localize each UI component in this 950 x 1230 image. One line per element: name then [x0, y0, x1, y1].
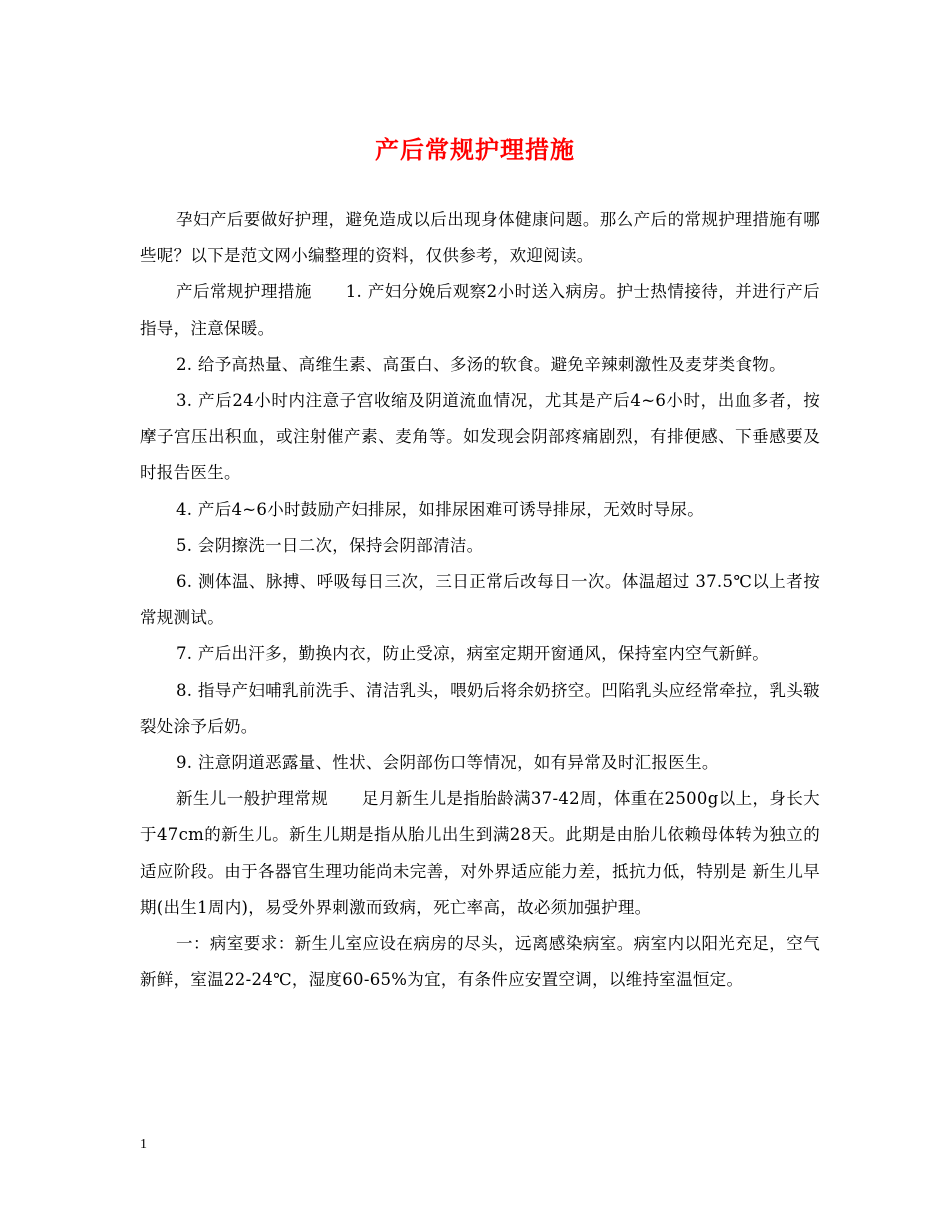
- document-title: 产后常规护理措施: [375, 135, 575, 164]
- page-number: 1: [140, 1137, 147, 1152]
- paragraph-care-item-3: 3. 产后24小时内注意子宫收缩及阴道流血情况，尤其是产后4~6小时，出血多者，按摩子宫压出积血，或注射催产素、麦角等。如发现会阴部疼痛剧烈，有排便感、下垂感要及时报告医生。: [140, 391, 820, 483]
- paragraph-intro: 孕妇产后要做好护理，避免造成以后出现身体健康问题。那么产后的常规护理措施有哪些呢？以下是范文网小编整理的资料，仅供参考，欢迎阅读。: [140, 210, 820, 266]
- paragraph-care-item-2: 2. 给予高热量、高维生素、高蛋白、多汤的软食。避免辛辣刺激性及麦芽类食物。: [176, 354, 786, 374]
- paragraph-care-item-1: 产后常规护理措施 1. 产妇分娩后观察2小时送入病房。护士热情接待，并进行产后指导，注意保暖。: [140, 282, 820, 338]
- paragraph-newborn-care: 新生儿一般护理常规 足月新生儿是指胎龄满37-42周，体重在2500g以上，身长大于47cm的新生儿。新生儿期是指从胎儿出生到满28天。此期是由胎儿依赖母体转为独立的适应阶段。由于各器官生理功能尚未完善，对外界适应能力差，抵抗力低，特别是 新生儿早期(出生1周内)，易受外界刺激而致病，死亡率高，故必须加强护理。: [140, 789, 820, 917]
- document-body: [140, 202, 820, 998]
- paragraph-care-item-4: 4. 产后4~6小时鼓励产妇排尿，如排尿困难可诱导排尿，无效时导尿。: [176, 499, 705, 519]
- paragraph-care-item-5: 5. 会阴擦洗一日二次，保持会阴部清洁。: [176, 535, 484, 555]
- paragraph-care-item-9: 9. 注意阴道恶露量、性状、会阴部伤口等情况，如有异常及时汇报医生。: [176, 753, 719, 773]
- paragraph-ward-requirements: 一：病室要求：新生儿室应设在病房的尽头，远离感染病室。病室内以阳光充足，空气新鲜，室温22-24℃，湿度60-65%为宜，有条件应安置空调，以维持室温恒定。: [140, 934, 820, 990]
- paragraph-care-item-6: 6. 测体温、脉搏、呼吸每日三次，三日正常后改每日一次。体温超过 37.5℃以上者按常规测试。: [140, 572, 820, 628]
- paragraph-care-item-8: 8. 指导产妇哺乳前洗手、清洁乳头，喂奶后将余奶挤空。凹陷乳头应经常牵拉，乳头皲裂处涂予后奶。: [140, 680, 820, 736]
- paragraph-care-item-7: 7. 产后出汗多，勤换内衣，防止受凉，病室定期开窗通风，保持室内空气新鲜。: [176, 644, 770, 664]
